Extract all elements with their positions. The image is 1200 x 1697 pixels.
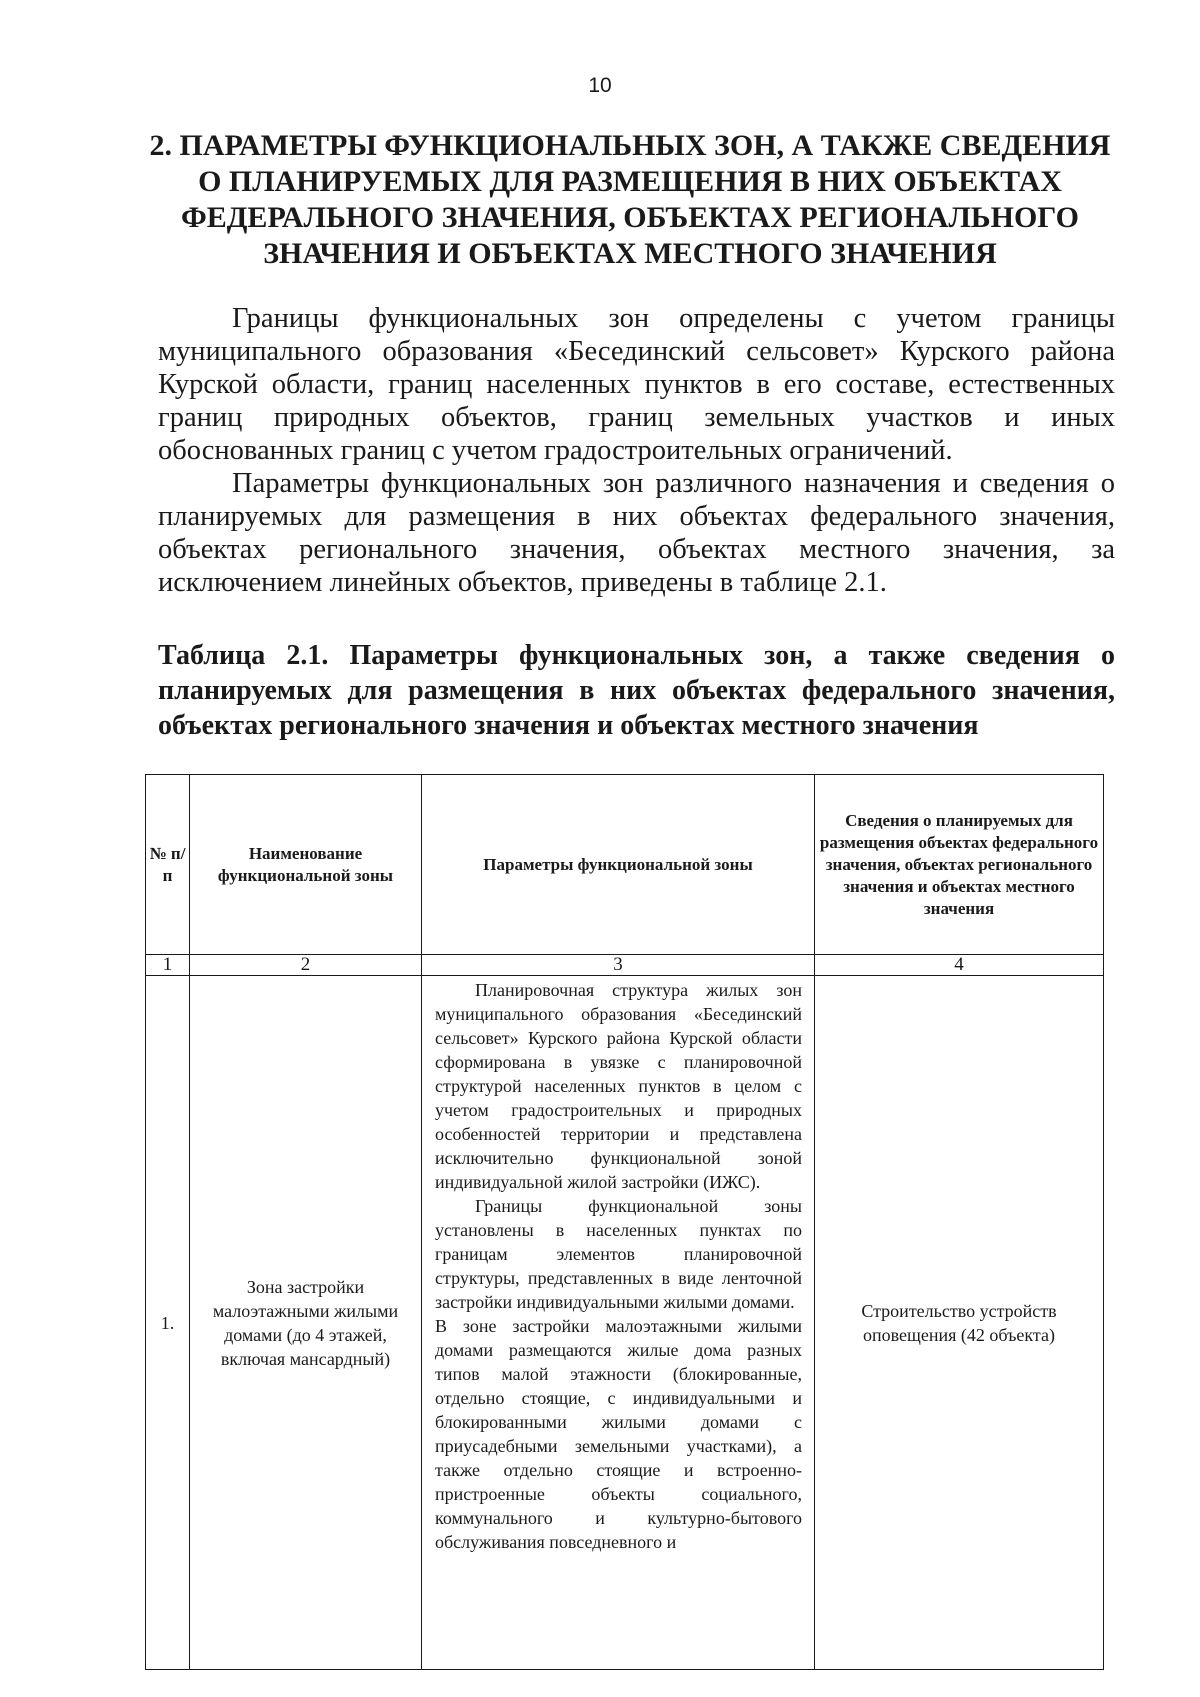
- section-title-line: ФЕДЕРАЛЬНОГО ЗНАЧЕНИЯ, ОБЪЕКТАХ РЕГИОНАЛЬНОГО: [181, 201, 1079, 234]
- params-paragraph: Границы функциональной зоны установлены в населенных пунктах по границам элементов планировочной структуры, представленных в виде ленточной застройки индивидуальными жилыми домами.: [435, 1196, 802, 1312]
- table-row: [146, 976, 1104, 1670]
- body-paragraph: Параметры функциональных зон различного назначения и сведения о планируемых для размещения в них объектах федерального значения, объектах регионального значения, объектах местного значения, за исключением линейных объектов, приведены в таблице 2.1.: [158, 468, 1115, 598]
- column-number: 4: [815, 955, 1104, 976]
- column-number: 2: [190, 955, 422, 976]
- params-paragraph: В зоне застройки малоэтажными жилыми домами размещаются жилые дома разных типов малой этажности (блокированные, отдельно стоящие, с индивидуальными и блокированными жилыми домами с приусадебными земельными участками), а также отдельно стоящие и встроенно-пристроенные объекты социального, коммунального и культурно-бытового обслуживания повседневного и: [435, 1316, 802, 1552]
- header-zone-params: Параметры функциональной зоны: [422, 775, 815, 955]
- table-caption: Таблица 2.1. Параметры функциональных зон, а также сведения о планируемых для размещения в них объектах федерального значения, объектах регионального значения и объектах местного значения: [158, 640, 1115, 741]
- row-number: 1.: [146, 976, 190, 1670]
- column-number-row: [146, 955, 1104, 976]
- zone-name: Зона застройки малоэтажными жилыми домами (до 4 этажей, включая мансардный): [190, 976, 422, 1670]
- table-header-row: [146, 775, 1104, 955]
- section-title-line: 2. ПАРАМЕТРЫ ФУНКЦИОНАЛЬНЫХ ЗОН, А ТАКЖЕ СВЕДЕНИЯ: [149, 129, 1111, 162]
- zone-params: [422, 976, 815, 1670]
- page-number: 10: [588, 74, 612, 97]
- params-paragraph: Планировочная структура жилых зон муниципального образования «Бесединский сельсовет» Курского района Курской области сформирована в увязке с планировочной структурой населенных пунктов в целом с учетом градостроительных и природных особенностей территории и представлена исключительно функциональной зоной индивидуальной жилой застройки (ИЖС).: [435, 980, 802, 1192]
- section-title-line: ЗНАЧЕНИЯ И ОБЪЕКТАХ МЕСТНОГО ЗНАЧЕНИЯ: [263, 237, 997, 270]
- column-number: 3: [422, 955, 815, 976]
- header-planned-objects: Сведения о планируемых для размещения объектах федерального значения, объектах регионального значения и объектах местного значения: [815, 775, 1104, 955]
- section-title: [140, 128, 1120, 272]
- column-number: 1: [146, 955, 190, 976]
- header-zone-name: Наименование функциональной зоны: [190, 775, 422, 955]
- planned-objects: Строительство устройств оповещения (42 объекта): [815, 976, 1104, 1670]
- header-number: № п/п: [146, 775, 190, 955]
- section-title-line: О ПЛАНИРУЕМЫХ ДЛЯ РАЗМЕЩЕНИЯ В НИХ ОБЪЕКТАХ: [198, 165, 1062, 198]
- section-body: [158, 302, 1115, 599]
- zones-table: [145, 774, 1104, 1670]
- body-paragraph: Границы функциональных зон определены с учетом границы муниципального образования «Бесединский сельсовет» Курского района Курской области, границ населенных пунктов в его составе, естественных границ природных объектов, границ земельных участков и иных обоснованных границ с учетом градостроительных ограничений.: [158, 303, 1115, 466]
